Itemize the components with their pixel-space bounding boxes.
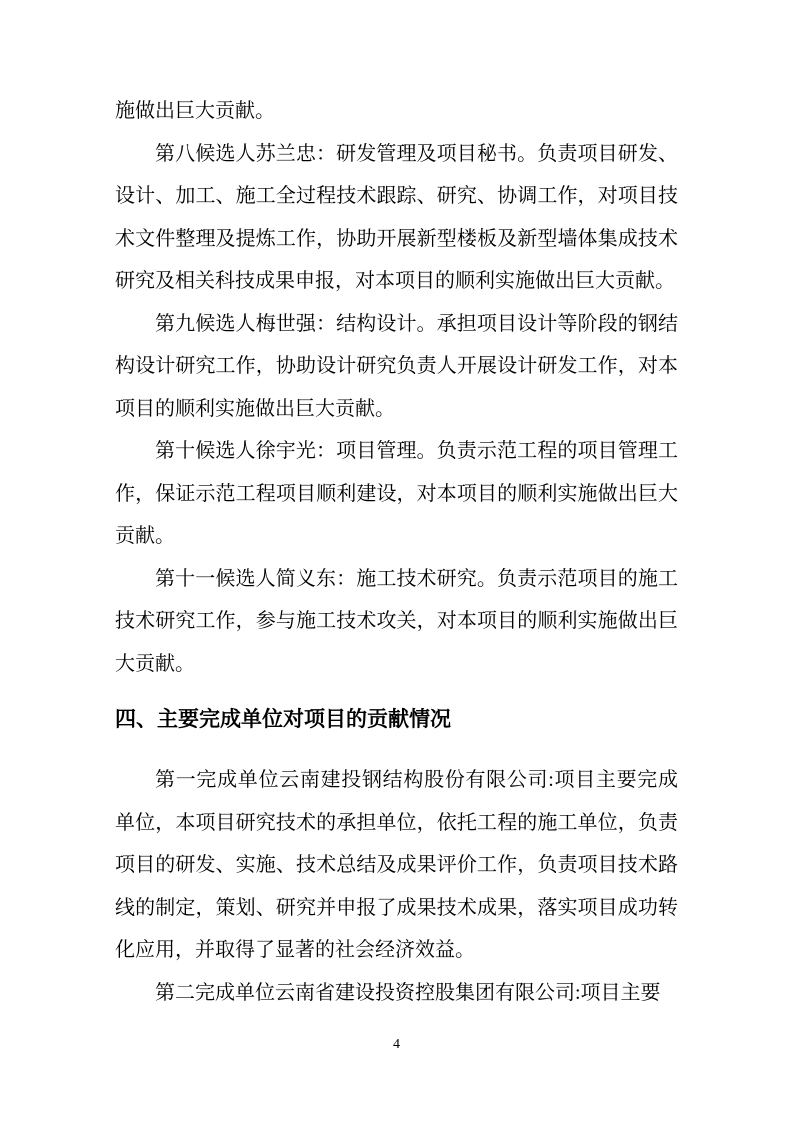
page-footer [0, 1035, 793, 1055]
section-heading-units-contribution: 四、主要完成单位对项目的贡献情况 [115, 708, 451, 731]
paragraph-candidate-11: 第十一候选人简义东：施工技术研究。负责示范项目的施工技术研究工作，参与施工技术攻关，对本项目的顺利实施做出巨大贡献。 [115, 567, 678, 675]
document-body [115, 90, 678, 1014]
paragraph-candidate-8: 第八候选人苏兰忠：研发管理及项目秘书。负责项目研发、设计、加工、施工全过程技术跟踪、研究、协调工作，对项目技术文件整理及提炼工作，协助开展新型楼板及新型墙体集成技术研究及相关科技成果申报，对本项目的顺利实施做出巨大贡献。 [115, 142, 678, 292]
page-number: 4 [393, 1037, 400, 1052]
paragraph-continuation: 施做出巨大贡献。 [115, 100, 275, 122]
paragraph-unit-1: 第一完成单位云南建投钢结构股份有限公司:项目主要完成单位，本项目研究技术的承担单位，依托工程的施工单位，负责项目的研发、实施、技术总结及成果评价工作，负责项目技术路线的制定，策划、研究并申报了成果技术成果，落实项目成功转化应用，并取得了显著的社会经济效益。 [115, 769, 678, 961]
paragraph-unit-2: 第二完成单位云南省建设投资控股集团有限公司:项目主要 [155, 981, 661, 1004]
paragraph-candidate-10: 第十候选人徐宇光：项目管理。负责示范工程的项目管理工作，保证示范工程项目顺利建设，对本项目的顺利实施做出巨大贡献。 [115, 440, 678, 547]
paragraph-candidate-9: 第九候选人梅世强：结构设计。承担项目设计等阶段的钢结构设计研究工作，协助设计研究负责人开展设计研发工作，对本项目的顺利实施做出巨大贡献。 [115, 312, 678, 420]
